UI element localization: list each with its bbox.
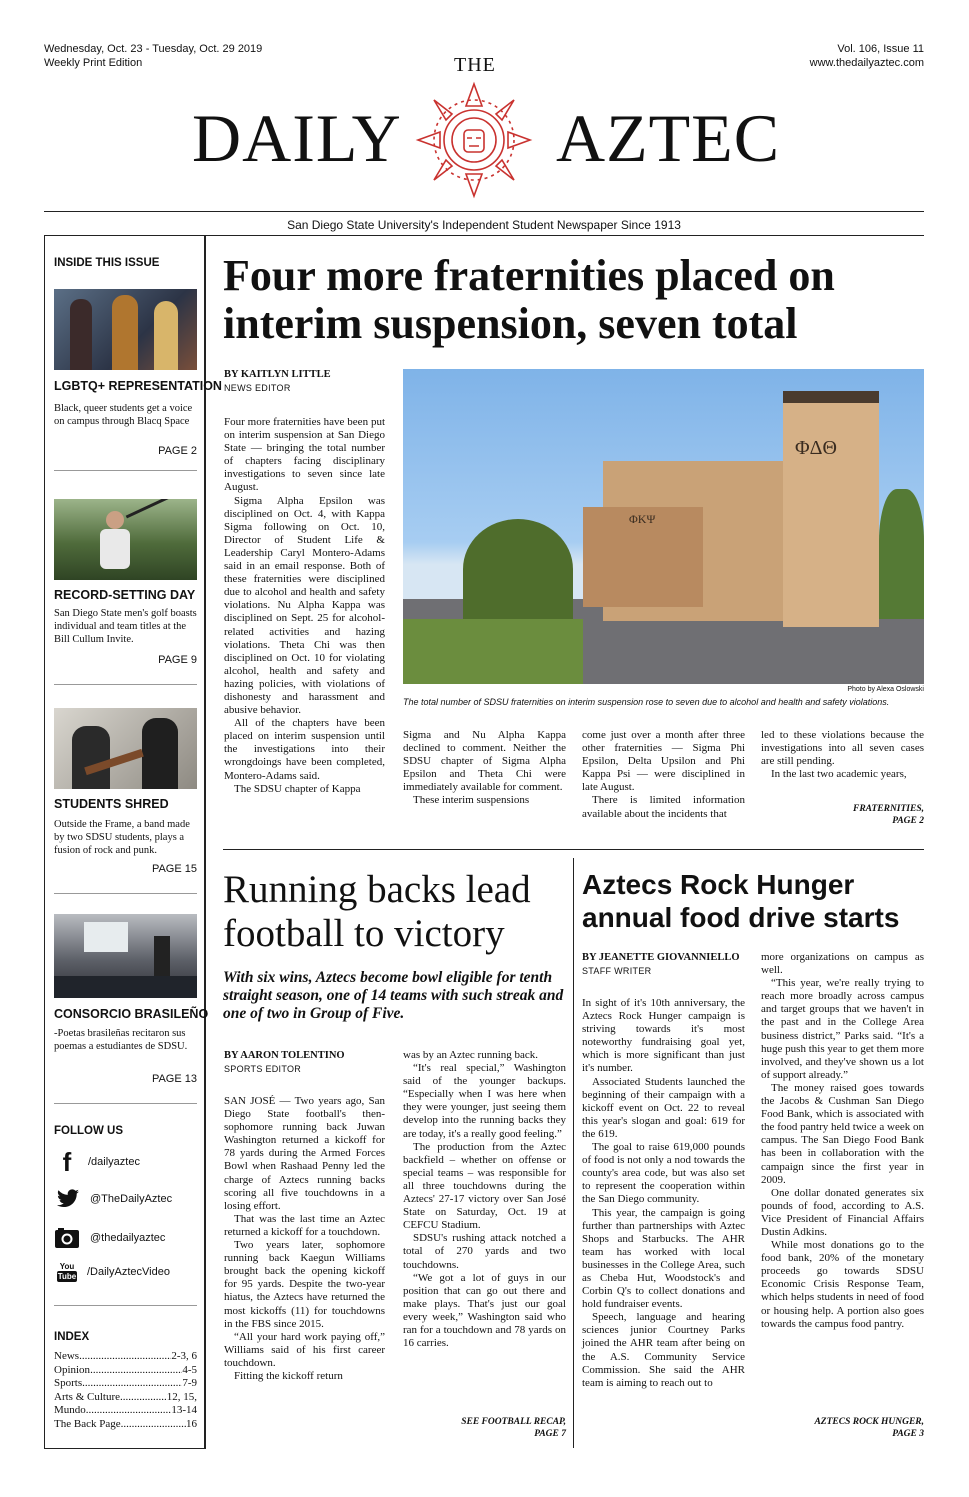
index-label: News bbox=[54, 1350, 80, 1362]
poetry-event-photo bbox=[54, 914, 197, 998]
social-twitter[interactable] bbox=[56, 1189, 172, 1209]
facebook-icon: f bbox=[62, 1147, 72, 1177]
website-link[interactable]: www.thedailyaztec.com bbox=[809, 57, 924, 69]
index-title: INDEX bbox=[54, 1331, 90, 1343]
index-row[interactable] bbox=[54, 1377, 197, 1391]
aztec-sun-logo-icon bbox=[412, 76, 536, 200]
football-column-2: was by an Aztec running back. “It's real special,” Washington said of the younger backups. “Especially when I was here when they were younger, just seeing them develop into the running backs they are today, it's a really good feeling.” The production from the Aztec backfield – whether on offense or special teams – was responsible for all three touchdowns during the Aztecs' 27-17 victory over San José State on Saturday, Oct. 19 at CEFCU Stadium. SDSU's rushing attack notched a total of 270 yards and two touchdowns. “We got a lot of guys in our position that can go out there and make plays. That's just our goal every week,” Washington said who ran for a touchdown and 78 yards on 16 carries. bbox=[403, 1049, 566, 1350]
index-list bbox=[54, 1350, 197, 1432]
lead-headline-line-2: interim suspension, seven total bbox=[223, 299, 798, 348]
hunger-byline-role: STAFF WRITER bbox=[582, 966, 652, 976]
lead-headline[interactable] bbox=[223, 252, 923, 348]
sidebar-item-golf-text: San Diego State men's golf boasts individual and team titles at the Bill Cullum Invite. bbox=[54, 608, 197, 645]
youtube-you: You bbox=[59, 1262, 75, 1271]
youtube-icon bbox=[57, 1262, 77, 1282]
index-row[interactable] bbox=[54, 1418, 197, 1432]
hunger-headline-line-1: Aztecs Rock Hunger bbox=[582, 869, 855, 900]
sidebar-item-lgbtq-page[interactable]: PAGE 2 bbox=[158, 445, 197, 457]
index-label: Mundo bbox=[54, 1404, 86, 1417]
instagram-handle: @thedailyaztec bbox=[90, 1232, 166, 1244]
sidebar-item-shred-text: Outside the Frame, a band made by two SDSU students, plays a fusion of rock and punk. bbox=[54, 819, 190, 856]
sidebar-item-lgbtq-head[interactable]: LGBTQ+ REPRESENTATION bbox=[54, 379, 222, 393]
drag-performers-photo bbox=[54, 289, 197, 370]
lead-column-3: come just over a month after three other fraternities — Sigma Phi Epsilon, Delta Upsilon and Phi Kappa Psi — were disciplined in late August. There is limited information available about the incidents that bbox=[582, 729, 745, 820]
twitter-icon bbox=[56, 1189, 80, 1209]
lead-jump-link[interactable]: FRATERNITIES, PAGE 2 bbox=[852, 804, 924, 826]
index-pages: 12, 15, bbox=[166, 1390, 197, 1403]
football-headline-line-1: Running backs lead bbox=[223, 868, 531, 911]
football-headline-line-2: football to victory bbox=[223, 912, 505, 955]
sidebar-item-lgbtq-text: Black, queer students get a voice on campus through Blacq Space bbox=[54, 403, 193, 427]
tagline: San Diego State University's Independent Student Newspaper Since 1913 bbox=[287, 218, 681, 232]
football-column-1: SAN JOSÉ — Two years ago, San Diego State football's then-sophomore running back Juwan Washington returned a kickoff for 78 yards during the Armed Forces Bowl when Rashaad Penny led the charge of Aztecs running backs scoring all five touchdowns in a losing effort. That was the last time an Aztec returned a kickoff for a touchdown. Two years later, sophomore running back Kaegun Williams brought back the opening kickoff for 95 yards. Despite the two-year hiatus, the Aztecs have returned the most kickoffs (11) for touchdowns in the FBS since 2015. “All your hard work paying off,” Williams said of his first career touchdown. Fitting the kickoff return bbox=[224, 1095, 385, 1382]
index-label: Arts & Culture bbox=[54, 1390, 120, 1403]
sidebar-item-golf-page[interactable]: PAGE 9 bbox=[158, 654, 197, 666]
social-youtube[interactable] bbox=[57, 1262, 170, 1282]
index-row[interactable] bbox=[54, 1364, 197, 1378]
youtube-tube: Tube bbox=[57, 1272, 77, 1281]
hunger-column-1: In sight of it's 10th anniversary, the Aztecs Rock Hunger campaign is striving towards it's most noteworthy fundraising goal yet, which is more significant than just it's number. Associated Students launched the beginning of their campaign with a kickoff event on Oct. 22 to reveal this year's slogan and goal: 619 for the 619. The goal to raise 619,000 pounds of food is not only a nod towards the county's area code, but was also set to represent the cooperation within the San Diego community. This year, the campaign is going further than partnerships with Aztec Shops and Starbucks. The AHR team has worked with local businesses in the College Area, such as Cheba Hut, Woodstock's and Corbin Q's to collect donations and hold fundraiser events. Speech, language and hearing sciences junior Courtney Parks joined the AHR team after being on the A.S. Community Service Commission. She said the AHR team is aiming to reach out to bbox=[582, 997, 745, 1389]
football-byline-role: SPORTS EDITOR bbox=[224, 1064, 302, 1074]
date-line: Wednesday, Oct. 23 - Tuesday, Oct. 29 2019 bbox=[44, 43, 263, 55]
follow-us-title: FOLLOW US bbox=[54, 1125, 123, 1137]
masthead-the: THE bbox=[454, 54, 496, 76]
social-instagram[interactable] bbox=[54, 1227, 165, 1249]
photo-letters-phi-delta-theta: ΦΔΘ bbox=[795, 437, 837, 459]
football-jump-link[interactable]: SEE FOOTBALL RECAP, PAGE 7 bbox=[461, 1417, 566, 1439]
football-byline: BY AARON TOLENTINO bbox=[224, 1050, 345, 1061]
index-label: Sports bbox=[54, 1377, 83, 1390]
lead-byline: BY KAITLYN LITTLE bbox=[224, 369, 331, 380]
inside-issue-title: INSIDE THIS ISSUE bbox=[54, 257, 160, 269]
edition-label: Weekly Print Edition bbox=[44, 57, 143, 69]
photo-caption: The total number of SDSU fraternities on interim suspension rose to seven due to alcohol and health and safety violations. bbox=[403, 697, 890, 707]
hunger-headline-line-2: annual food drive starts bbox=[582, 902, 900, 933]
index-pages: 7-9 bbox=[182, 1377, 197, 1390]
social-facebook[interactable] bbox=[56, 1147, 140, 1177]
sidebar-item-golf-head[interactable]: RECORD-SETTING DAY bbox=[54, 588, 196, 602]
index-pages: 16 bbox=[186, 1417, 197, 1430]
band-photo bbox=[54, 708, 197, 789]
index-label: Opinion bbox=[54, 1363, 91, 1376]
photo-credit: Photo by Alexa Oslowski bbox=[847, 686, 924, 693]
index-pages: 2-3, 6 bbox=[171, 1350, 197, 1362]
volume-issue: Vol. 106, Issue 11 bbox=[837, 43, 924, 55]
fraternity-house-photo bbox=[403, 369, 924, 684]
lead-column-4: led to these violations because the investigations into all seven cases are still pending. In the last two academic years, bbox=[761, 729, 924, 781]
golfer-photo bbox=[54, 499, 197, 580]
sidebar-item-shred-page[interactable]: PAGE 15 bbox=[151, 863, 197, 875]
sidebar-item-consorcio-head[interactable]: CONSORCIO BRASILEÑO bbox=[54, 1007, 209, 1021]
index-pages: 4-5 bbox=[182, 1363, 197, 1376]
index-row[interactable] bbox=[54, 1404, 197, 1418]
twitter-handle: @TheDailyAztec bbox=[90, 1193, 173, 1205]
lead-column-1: Four more fraternities have been put on interim suspension at San Diego State — bringing the total number of chapters facing disciplinary investigations to seven since late August. Sigma Alpha Epsilon was disciplined on Oct. 4, with Kappa Sigma following on Oct. 10, Director of Student Life & Leadership Caryl Montero-Adams said in an email response. Both of these fraternities were disciplined due to alcohol and health and safety violations. Nu Alpha Kappa was disciplined on Sept. 25 for alcohol-related activities and hazing violations. Theta Chi was then disciplined on Oct. 10 for violating alcohol, health and safety and hazing policies, with violations of dishonesty and harassment and abusive behavior. All of the chapters have been placed on interim suspension until the investigations into their wrongdoings have been completed, Montero-Adams said. The SDSU chapter of Kappa bbox=[224, 416, 385, 795]
lead-headline-line-1: Four more fraternities placed on bbox=[223, 251, 835, 300]
index-label: The Back Page bbox=[54, 1417, 121, 1430]
hunger-jump-link[interactable]: AZTECS ROCK HUNGER, PAGE 3 bbox=[814, 1417, 924, 1439]
hunger-column-2: more organizations on campus as well. “This year, we're really trying to reach more broadly across campus and target groups that we haven't in the past and in the College Area business district,” Parks said. “It's a huge push this year to get them more involved, and they've shown us a lot of support already.” The money raised goes towards the Jacobs & Cushman San Diego Food Bank, which is associated with the food pantry held twice a week on campus. The San Diego Food Bank has been in collaboration with the campaign since the first year in 2009. One dollar donated generates six pounds of food, according to A.S. Vice President of Financial Affairs Dustin Adkins. While most donations go to the food bank, 20% of the monetary proceeds go towards SDSU Economic Crisis Response Team, which helps students in need of food or housing help. A portion also goes towards the campus food pantry. bbox=[761, 951, 924, 1330]
photo-letters-phi-kappa-psi: ΦΚΨ bbox=[629, 512, 656, 526]
football-headline[interactable] bbox=[223, 868, 573, 956]
masthead-daily: DAILY bbox=[192, 100, 402, 176]
index-pages: 13-14 bbox=[171, 1404, 197, 1417]
index-row[interactable] bbox=[54, 1391, 197, 1405]
masthead-aztec: AZTEC bbox=[556, 100, 781, 176]
facebook-handle: /dailyaztec bbox=[88, 1156, 140, 1168]
sidebar-item-consorcio-text: -Poetas brasileñas recitaron sus poemas a estudiantes de SDSU. bbox=[54, 1028, 188, 1052]
sidebar-item-consorcio-page[interactable]: PAGE 13 bbox=[151, 1073, 197, 1085]
hunger-byline: BY JEANETTE GIOVANNIELLO bbox=[582, 952, 740, 963]
lead-byline-role: NEWS EDITOR bbox=[224, 383, 291, 393]
lead-column-2: Sigma and Nu Alpha Kappa declined to comment. Neither the SDSU chapter of Sigma Alpha Epsilon and Theta Chi were immediately available for comment. These interim suspensions bbox=[403, 729, 566, 807]
index-row[interactable] bbox=[54, 1350, 197, 1364]
hunger-headline[interactable] bbox=[582, 868, 924, 934]
youtube-handle: /DailyAztecVideo bbox=[87, 1266, 170, 1278]
sidebar-item-shred-head[interactable]: STUDENTS SHRED bbox=[54, 797, 169, 811]
football-deck: With six wins, Aztecs become bowl eligible for tenth straight season, one of 14 teams with such streak and one of two in Group of Five. bbox=[223, 969, 564, 1022]
instagram-icon bbox=[54, 1227, 80, 1249]
